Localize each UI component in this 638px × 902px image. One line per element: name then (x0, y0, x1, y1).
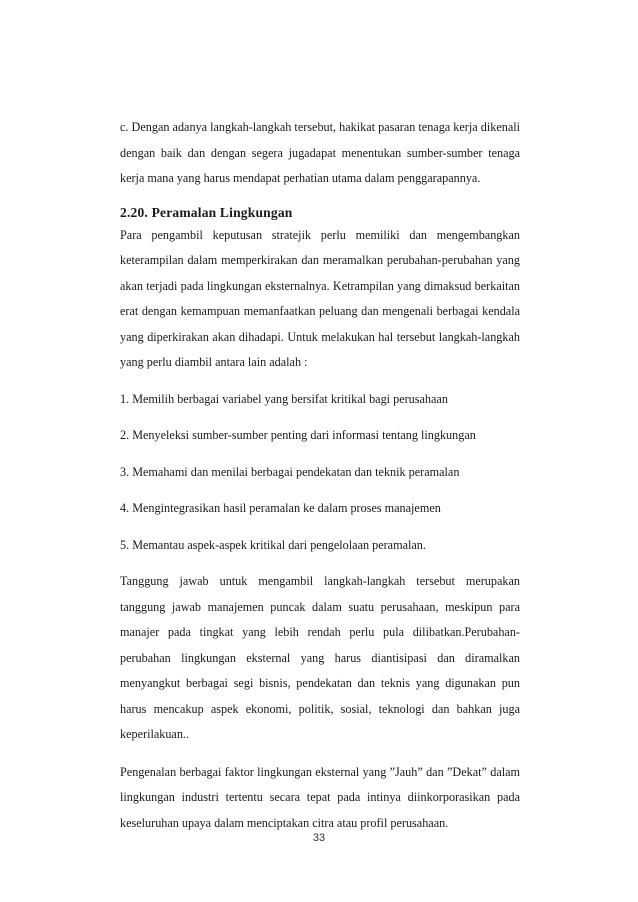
step-item: 3. Memahami dan menilai berbagai pendekatan dan teknik peramalan (120, 464, 460, 479)
section-heading: 2.20. Peramalan Lingkungan (120, 204, 293, 220)
steps-list (120, 387, 520, 559)
section-intro: Para pengambil keputusan stratejik perlu memiliki dan mengembangkan keterampilan dalam memperkirakan dan meramalkan perubahan-perubahan yang akan terjadi pada lingkungan eksternalnya. Ketrampilan yang dimaksud berkaitan erat dengan kemampuan memanfaatkan peluang dan mengenali berbagai kendala yang diperkirakan akan dihadapi. Untuk melakukan hal tersebut langkah-langkah yang perlu diambil antara lain adalah : (120, 227, 520, 369)
paragraph-c: c. Dengan adanya langkah-langkah tersebut, hakikat pasaran tenaga kerja dikenali dengan baik dan dengan segera jugadapat menentukan sumber-sumber tenaga kerja mana yang harus mendapat perhatian utama dalam penggarapannya. (120, 120, 520, 185)
responsibility-paragraph: Tanggung jawab untuk mengambil langkah-langkah tersebut merupakan tanggung jawab manajemen puncak dalam suatu perusahaan, meskipun para manajer pada tingkat yang lebih rendah perlu pula dilibatkan.Perubahan-perubahan lingkungan eksternal yang harus diantisipasi dan diramalkan menyangkut berbagai segi bisnis, pendekatan dan teknis yang digunakan pun harus mencakup aspek ekonomi, politik, sosial, teknologi dan bahkan juga keperilakuan.. (120, 574, 520, 741)
step-item: 5. Memantau aspek-aspek kritikal dari pengelolaan peramalan. (120, 537, 426, 552)
recognition-paragraph: Pengenalan berbagai faktor lingkungan eksternal yang ”Jauh” dan ”Dekat” dalam lingkungan industri tertentu secara tepat pada intinya diinkorporasikan pada keseluruhan upaya dalam menciptakan citra atau profil perusahaan. (120, 764, 520, 830)
step-item: 1. Memilih berbagai variabel yang bersifat kritikal bagi perusahaan (120, 391, 448, 406)
step-item: 4. Mengintegrasikan hasil peramalan ke dalam proses manajemen (120, 501, 441, 515)
page-number: 33 (312, 832, 326, 844)
step-item: 2. Menyeleksi sumber-sumber penting dari informasi tentang lingkungan (120, 428, 476, 442)
page-content (120, 115, 520, 836)
